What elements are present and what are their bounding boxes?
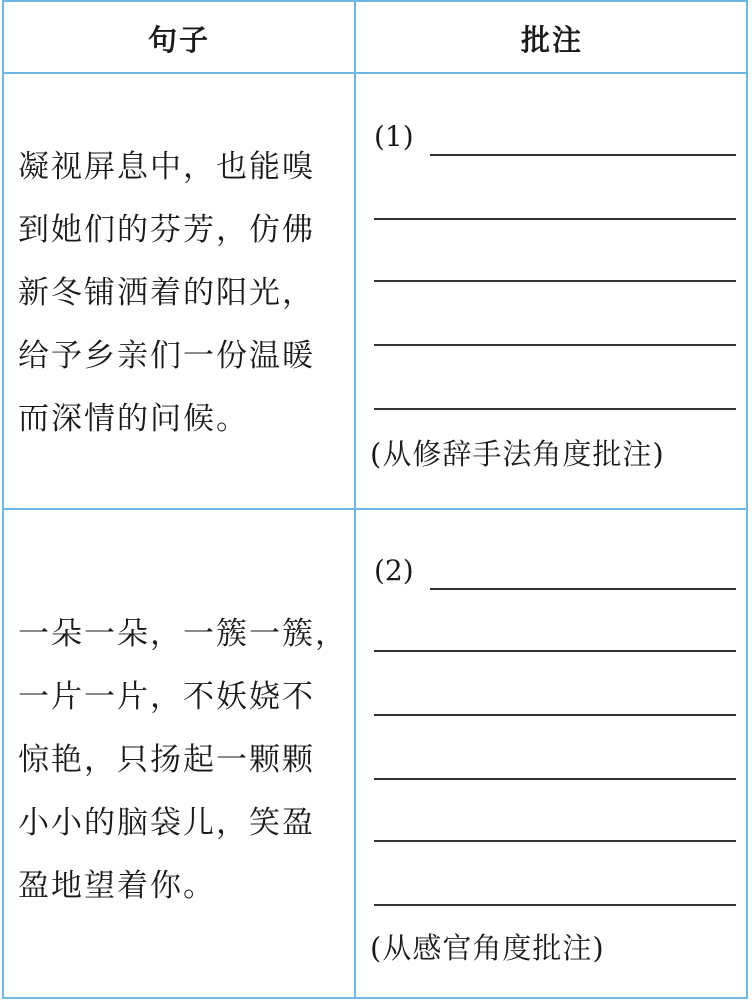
answer-line[interactable] (374, 218, 736, 220)
annotation-hint-2: (从感官角度批注) (370, 931, 605, 965)
answer-line[interactable] (430, 588, 736, 590)
answer-line[interactable] (374, 840, 736, 842)
sentence-1: 凝视屏息中，也能嗅 到她们的芬芳，仿佛 新冬铺洒着的阳光， 给予乡亲们一份温暖 而深情的问候。 (18, 149, 315, 437)
header-sentence: 句子 (147, 22, 210, 57)
answer-line[interactable] (374, 650, 736, 652)
annotation-cell-1 (356, 74, 748, 508)
annotation-hint-1: (从修辞手法角度批注) (370, 437, 665, 471)
answer-line[interactable] (374, 904, 736, 906)
sentence-2: 一朵一朵，一簇一簇， 一片一片，不妖娆不 惊艳，只扬起一颗颗 小小的脑袋儿，笑盈 盈地望着你。 (18, 616, 348, 904)
annotation-number-1: (1) (374, 120, 414, 153)
annotation-cell-2 (356, 510, 748, 999)
answer-line[interactable] (374, 408, 736, 410)
answer-line[interactable] (430, 154, 736, 156)
annotation-table (2, 0, 748, 999)
answer-line[interactable] (374, 778, 736, 780)
answer-line[interactable] (374, 280, 736, 282)
answer-line[interactable] (374, 714, 736, 716)
annotation-number-2: (2) (374, 554, 414, 587)
answer-line[interactable] (374, 344, 736, 346)
header-annotation: 批注 (520, 22, 583, 57)
